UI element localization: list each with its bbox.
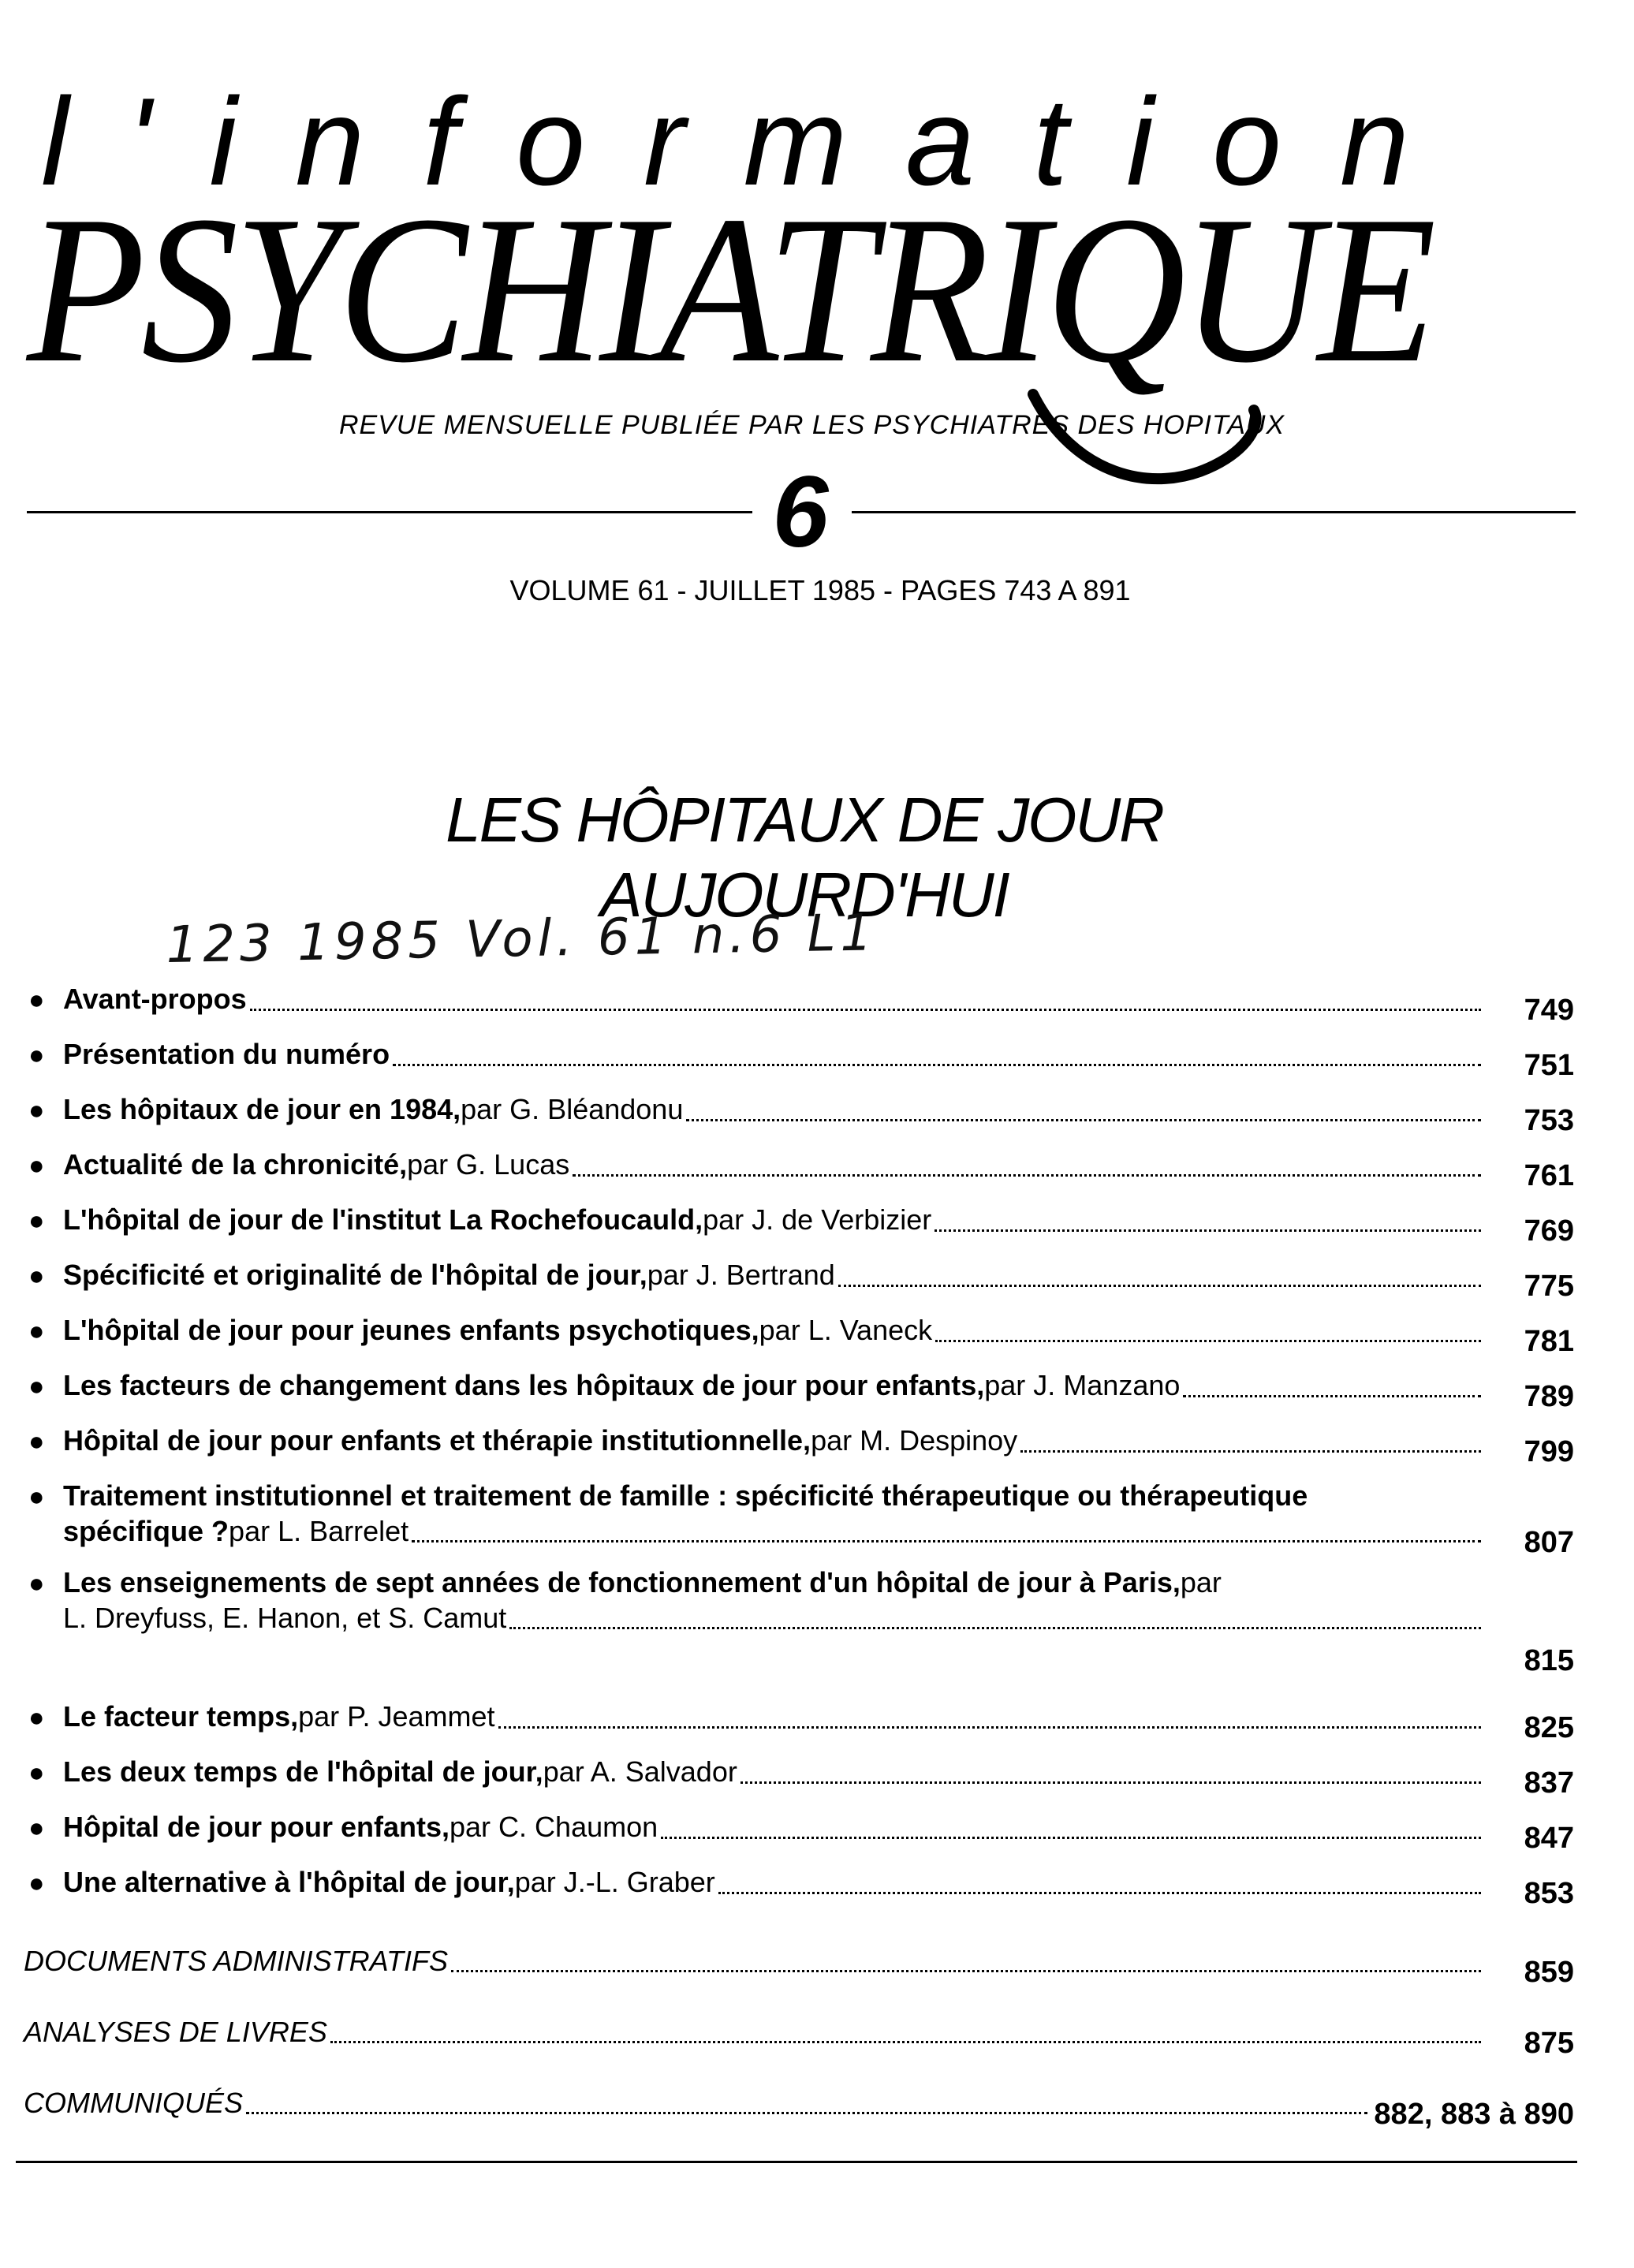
toc-author: par G. Bléandonu: [461, 1093, 684, 1125]
bullet-icon: ●: [28, 1868, 45, 1898]
leader-dots: [246, 2109, 1367, 2114]
toc-entry[interactable]: [24, 1810, 1574, 1855]
toc-title: L'hôpital de jour pour jeunes enfants psychotiques,: [63, 1314, 759, 1346]
toc-entry[interactable]: [24, 1203, 1574, 1248]
toc-entry[interactable]: [24, 1423, 1574, 1468]
masthead-title: PSYCHIATRIQUE: [27, 172, 1432, 406]
toc-author: par C. Chaumon: [450, 1811, 658, 1843]
toc-page: 761: [1524, 1159, 1574, 1192]
volume-line: VOLUME 61 - JUILLET 1985 - PAGES 743 A 891: [509, 574, 1131, 606]
toc-page: 781: [1524, 1325, 1574, 1358]
toc-entry[interactable]: [24, 982, 1574, 1027]
toc-entry[interactable]: [24, 1565, 1574, 1677]
toc-page: 807: [1524, 1526, 1574, 1559]
bullet-icon: ●: [28, 1703, 45, 1733]
toc-author: par A. Salvador: [543, 1755, 737, 1788]
toc-title: Spécificité et originalité de l'hôpital de jour,: [63, 1259, 647, 1291]
toc-title: Avant-propos: [63, 983, 247, 1015]
toc-author: par G. Lucas: [407, 1148, 570, 1181]
q-tail-flourish: [1025, 379, 1278, 505]
toc-page: 853: [1524, 1877, 1574, 1910]
toc-entry[interactable]: [24, 1699, 1574, 1744]
leader-dots: [393, 1061, 1481, 1066]
toc-title: Hôpital de jour pour enfants et thérapie institutionnelle,: [63, 1424, 811, 1457]
leader-dots: [250, 1005, 1481, 1011]
toc-page: 769: [1524, 1214, 1574, 1248]
toc-title: Les enseignements de sept années de fonctionnement d'un hôpital de jour à Paris,: [63, 1566, 1181, 1598]
toc-entry[interactable]: [24, 1755, 1574, 1800]
bullet-icon: ●: [28, 985, 45, 1015]
leader-dots: [935, 1226, 1481, 1232]
section-page: 882, 883 à 890: [1374, 2098, 1574, 2131]
leader-dots: [718, 1889, 1481, 1894]
toc-page: 847: [1524, 1822, 1574, 1855]
bullet-icon: ●: [28, 1758, 45, 1788]
toc-title-continued: spécifique ?: [63, 1515, 229, 1547]
toc-title: Actualité de la chronicité,: [63, 1148, 408, 1181]
toc-entry[interactable]: [24, 1147, 1574, 1192]
toc-page: 837: [1524, 1766, 1574, 1800]
leader-dots: [509, 1624, 1481, 1629]
toc-author-continued: L. Dreyfuss, E. Hanon, et S. Camut: [63, 1602, 507, 1634]
toc-title: Traitement institutionnel et traitement de famille : spécificité thérapeutique ou thérapeutique: [63, 1479, 1308, 1512]
toc-author: par J. de Verbizier: [703, 1203, 932, 1236]
toc-author: par: [1180, 1566, 1222, 1598]
toc-entry[interactable]: [24, 1037, 1574, 1082]
toc-title: L'hôpital de jour de l'institut La Rochefoucauld,: [63, 1203, 703, 1236]
issue-theme-title-2: AUJOURD'HUI: [600, 860, 1009, 930]
bullet-icon: ●: [28, 1040, 45, 1070]
section-documents-administratifs[interactable]: [24, 1944, 1574, 1989]
toc-title: Les facteurs de changement dans les hôpitaux de jour pour enfants,: [63, 1369, 985, 1401]
divider: [852, 511, 1576, 513]
leader-dots: [330, 2038, 1481, 2043]
section-label: DOCUMENTS ADMINISTRATIFS: [24, 1945, 448, 1977]
toc-author: par M. Despinoy: [811, 1424, 1018, 1457]
bullet-icon: ●: [28, 1151, 45, 1181]
toc-author: par L. Vaneck: [759, 1314, 933, 1346]
leader-dots: [686, 1116, 1481, 1121]
section-label: ANALYSES DE LIVRES: [24, 2016, 327, 2048]
bullet-icon: ●: [28, 1813, 45, 1843]
bullet-icon: ●: [28, 1095, 45, 1125]
leader-dots: [741, 1778, 1481, 1784]
bullet-icon: ●: [28, 1371, 45, 1401]
leader-dots: [573, 1171, 1481, 1177]
toc-page: 825: [1524, 1711, 1574, 1744]
issue-theme-title: LES HÔPITAUX DE JOUR: [446, 785, 1163, 855]
toc-title: Une alternative à l'hôpital de jour,: [63, 1866, 515, 1898]
toc-title: Les hôpitaux de jour en 1984,: [63, 1093, 461, 1125]
section-communiques[interactable]: [24, 2086, 1574, 2131]
section-label: COMMUNIQUÉS: [24, 2087, 243, 2119]
toc-title: Présentation du numéro: [63, 1038, 390, 1070]
toc-page: 789: [1524, 1380, 1574, 1413]
section-page: 875: [1524, 2027, 1574, 2060]
toc-entry[interactable]: [24, 1092, 1574, 1137]
toc-author: par J. Manzano: [984, 1369, 1181, 1401]
masthead-subtitle: REVUE MENSUELLE PUBLIÉE PAR LES PSYCHIATRES DES HOPITAUX: [339, 410, 1285, 440]
masthead-top-line: l'information: [41, 73, 1468, 211]
toc-page: 753: [1524, 1104, 1574, 1137]
bullet-icon: ●: [28, 1261, 45, 1291]
toc-title: Hôpital de jour pour enfants,: [63, 1811, 450, 1843]
toc-title: Le facteur temps,: [63, 1700, 299, 1733]
toc-author: par L. Barrelet: [229, 1515, 409, 1547]
bullet-icon: ●: [28, 1427, 45, 1457]
toc-page: 799: [1524, 1435, 1574, 1468]
toc-title: Les deux temps de l'hôpital de jour,: [63, 1755, 543, 1788]
leader-dots: [1183, 1392, 1481, 1397]
toc-entry[interactable]: [24, 1479, 1574, 1559]
bullet-icon: ●: [28, 1482, 45, 1512]
issue-number: 6: [772, 456, 829, 569]
toc-page: 751: [1524, 1049, 1574, 1082]
leader-dots: [498, 1723, 1481, 1729]
bullet-icon: ●: [28, 1316, 45, 1346]
toc-entry[interactable]: [24, 1258, 1574, 1303]
leader-dots: [838, 1281, 1481, 1287]
section-analyses-de-livres[interactable]: [24, 2015, 1574, 2060]
leader-dots: [935, 1337, 1481, 1342]
section-page: 859: [1524, 1956, 1574, 1989]
toc-author: par J.-L. Graber: [514, 1866, 715, 1898]
leader-dots: [451, 1967, 1481, 1972]
leader-dots: [661, 1833, 1481, 1839]
toc-page: 815: [1524, 1644, 1574, 1677]
toc-author: par J. Bertrand: [647, 1259, 835, 1291]
toc-entry[interactable]: [24, 1368, 1574, 1413]
bullet-icon: ●: [28, 1206, 45, 1236]
leader-dots: [412, 1537, 1481, 1542]
divider: [27, 511, 752, 513]
leader-dots: [1020, 1447, 1481, 1453]
toc-page: 749: [1524, 994, 1574, 1027]
bullet-icon: ●: [28, 1569, 45, 1598]
toc-entry[interactable]: [24, 1313, 1574, 1358]
toc-author: par P. Jeammet: [298, 1700, 495, 1733]
divider: [16, 2161, 1577, 2163]
handwritten-note: 123 1985 Vol. 61 n.6 L1: [166, 904, 878, 975]
toc-entry[interactable]: [24, 1865, 1574, 1910]
toc-page: 775: [1524, 1270, 1574, 1303]
